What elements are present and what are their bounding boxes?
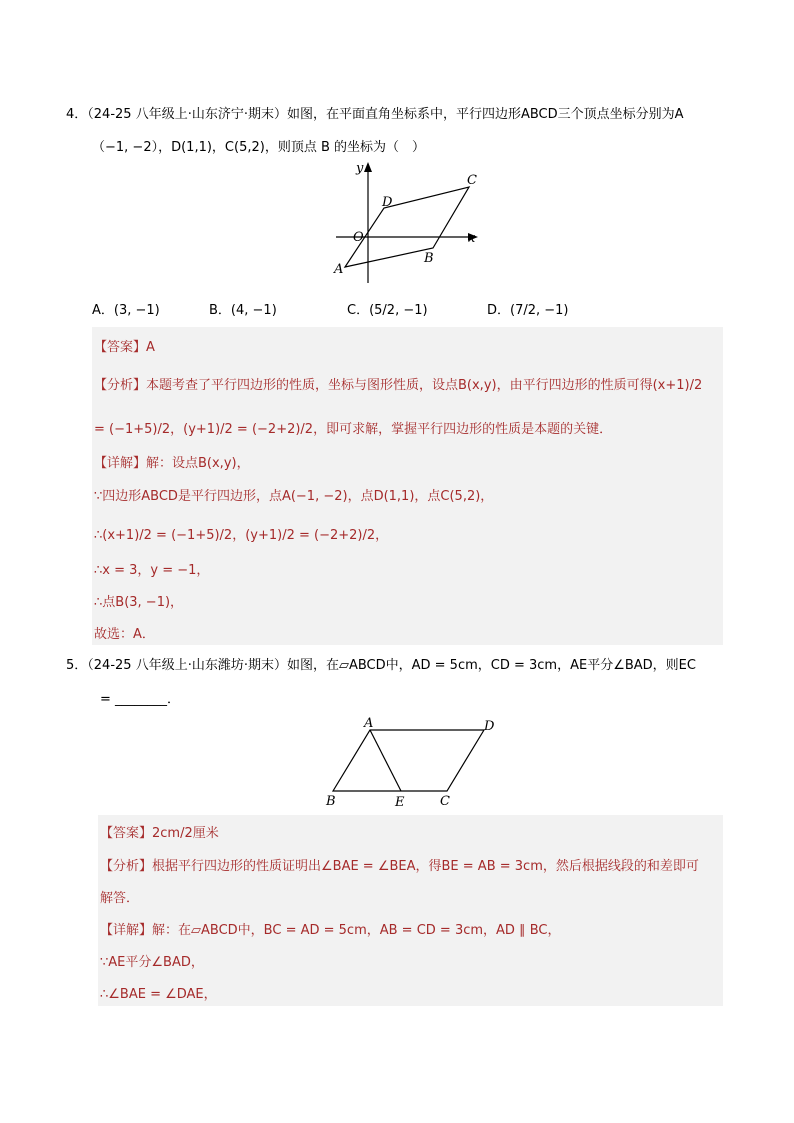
q4-detail-line: ∴点B(3, −1)， — [94, 595, 184, 610]
q4-label-b: B — [424, 251, 434, 266]
q5-detail-line: 【详解】解：在▱ABCD中，BC = AD = 5cm，AB = CD = 3cm，AD ∥ BC， — [100, 923, 561, 938]
q5-analysis-line1: 【分析】根据平行四边形的性质证明出∠BAE = ∠BEA，得BE = AB = 3cm，然后根据线段的和差即可 — [100, 859, 699, 874]
q4-analysis-line2: = (−1+5)/2，(y+1)/2 = (−2+2)/2，即可求解，掌握平行四边形的性质是本题的关键． — [94, 422, 613, 437]
q4-stem-line2: （−1, −2），D(1,1)，C(5,2)，则顶点 B 的坐标为（ ） — [92, 140, 425, 155]
q5-label-e: E — [395, 795, 405, 810]
q4-option-a[interactable]: A．(3, −1) — [92, 303, 160, 318]
q4-y-arrow-icon — [364, 162, 372, 172]
q5-label-c: C — [440, 794, 450, 809]
q4-detail-line: ∴(x+1)/2 = (−1+5)/2，(y+1)/2 = (−2+2)/2， — [94, 528, 389, 543]
q4-stem-text: （24-25 八年级上·山东济宁·期末）如图，在平面直角坐标系中，平行四边形ABCD三个顶点坐标分别为A — [87, 107, 684, 122]
q4-detail-line: 【详解】解：设点B(x,y)， — [94, 456, 250, 471]
q4-label-x: x — [468, 231, 476, 246]
q4-option-d[interactable]: D．(7/2, −1) — [487, 303, 569, 318]
q4-answer: 【答案】A — [94, 340, 155, 355]
q4-label-c: C — [467, 173, 477, 188]
q5-label-a: A — [364, 716, 374, 731]
q4-detail-line: ∵四边形ABCD是平行四边形，点A(−1, −2)，点D(1,1)，点C(5,2)， — [94, 489, 494, 504]
q4-number: 4． — [66, 107, 88, 122]
q4-detail-line: ∴x = 3，y = −1， — [94, 563, 210, 578]
q4-option-c[interactable]: C．(5/2, −1) — [347, 303, 428, 318]
q4-label-o: O — [353, 230, 364, 245]
q5-stem-text: （24-25 八年级上·山东潍坊·期末）如图，在▱ABCD中，AD = 5cm，CD = 3cm，AE平分∠BAD，则EC — [87, 658, 696, 673]
q5-stem-line1 — [66, 654, 696, 673]
q5-figure-parallelogram — [322, 712, 502, 810]
q4-label-a: A — [334, 262, 344, 277]
q4-option-b[interactable]: B．(4, −1) — [209, 303, 277, 318]
q4-label-d: D — [382, 195, 393, 210]
q4-detail-line: 故选：A． — [94, 627, 155, 642]
q5-answer-panel — [98, 815, 723, 1006]
q5-label-b: B — [326, 794, 336, 809]
q5-analysis-line2: 解答． — [100, 891, 140, 906]
q5-answer: 【答案】2cm/2厘米 — [100, 826, 219, 841]
q5-segment-ae — [370, 730, 401, 791]
q4-figure-coordinate-plane — [328, 158, 488, 288]
q4-parallelogram — [345, 187, 469, 267]
q4-label-y: y — [356, 161, 364, 176]
q4-stem-line1 — [66, 103, 684, 122]
q5-detail-line: ∵AE平分∠BAD， — [100, 955, 204, 970]
q5-detail-line: ∴∠BAE = ∠DAE， — [100, 987, 217, 1002]
q4-analysis-line1: 【分析】本题考查了平行四边形的性质，坐标与图形性质，设点B(x,y)，由平行四边形的性质可得(x+1)/2 — [94, 378, 703, 393]
q5-number: 5． — [66, 658, 88, 673]
q5-parallelogram — [333, 730, 484, 791]
q5-stem-line2: = ________． — [100, 692, 181, 707]
q5-label-d: D — [484, 719, 495, 734]
